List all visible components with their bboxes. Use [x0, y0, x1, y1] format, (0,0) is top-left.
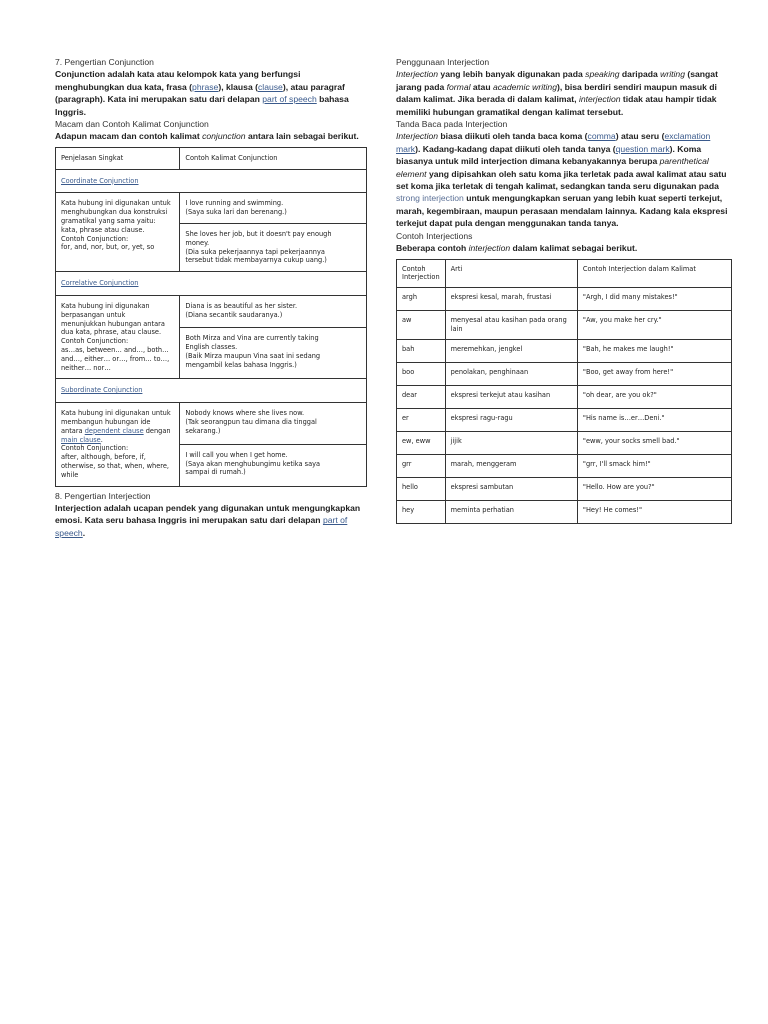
table-cell: meminta perhatian	[445, 500, 577, 523]
macam-title: Macam dan Contoh Kalimat Conjunction	[55, 119, 209, 130]
table-header-row	[56, 147, 367, 169]
table-row	[397, 362, 732, 385]
table-header-row	[397, 259, 732, 288]
table-header-cell: Contoh Interjection dalam Kalimat	[577, 259, 731, 288]
coordinate-example-2: She loves her job, but it doesn't pay enough money. (Dia suka pekerjaannya tapi pekerjaannya tersebut tidak membayarnya cukup uang.)	[180, 224, 367, 272]
table-row	[397, 311, 732, 340]
subordinate-link[interactable]: Subordinate Conjunction	[61, 386, 143, 395]
table-row	[397, 500, 732, 523]
correlative-link[interactable]: Correlative Conjunction	[61, 279, 139, 288]
correlative-example-2: Both Mirza and Vina are currently taking English classes. (Baik Mirza maupun Vina saat ini sedang mengambil kelas bahasa Inggris.)	[180, 328, 367, 379]
table-cell: "Hello. How are you?"	[577, 477, 731, 500]
section-8-paragraph: Interjection adalah ucapan pendek yang digunakan untuk mengungkapkan emosi. Kata seru bahasa Inggris ini merupakan satu dari delapan part of speech.	[55, 502, 361, 538]
table-cell: dear	[397, 385, 446, 408]
contoh-paragraph: Beberapa contoh interjection dalam kalimat sebagai berikut.	[396, 243, 638, 254]
tanda-title: Tanda Baca pada Interjection	[396, 119, 508, 130]
macam-paragraph: Adapun macam dan contoh kalimat conjunction antara lain sebagai berikut.	[55, 131, 359, 142]
table-row	[56, 193, 367, 224]
coordinate-section-title	[56, 169, 367, 193]
comma-link[interactable]: comma	[587, 131, 616, 142]
table-row	[397, 431, 732, 454]
subordinate-example-1: Nobody knows where she lives now. (Tak seorangpun tau dimana dia tinggal sekarang.)	[180, 403, 367, 445]
table-cell: "His name is…er…Deni."	[577, 408, 731, 431]
table-cell: hey	[397, 500, 446, 523]
penggunaan-title: Penggunaan Interjection	[396, 57, 490, 67]
correlative-example-1: Diana is as beautiful as her sister. (Diana secantik saudaranya.)	[180, 296, 367, 328]
table-cell: "oh dear, are you ok?"	[577, 385, 731, 408]
table-cell: ekspresi kesal, marah, frustasi	[445, 288, 577, 311]
dependent-clause-link[interactable]: dependent clause	[84, 426, 144, 435]
table-cell: bah	[397, 339, 446, 362]
table-cell: "eww, your socks smell bad."	[577, 431, 731, 454]
table-cell: "Boo, get away from here!"	[577, 362, 731, 385]
subordinate-desc: Kata hubung ini digunakan untuk membangun hubungan ide antara dependent clause dengan main clause. Contoh Conjunction: after, although, before, if, otherwise, so that, when, where, while	[56, 403, 180, 486]
table-header-cell: Penjelasan Singkat	[56, 147, 180, 169]
main-clause-link[interactable]: main clause	[61, 435, 101, 444]
table-cell: argh	[397, 288, 446, 311]
section-7-paragraph: Conjunction adalah kata atau kelompok kata yang berfungsi menghubungkan dua kata, frasa (phrase), klausa (clause), atau paragraf (paragraph). Kata ini merupakan satu dari delapan part of speech bahasa Inggris.	[55, 69, 349, 117]
table-cell: marah, menggeram	[445, 454, 577, 477]
table-cell: "Aw, you make her cry."	[577, 311, 731, 340]
subordinate-example-2: I will call you when I get home. (Saya akan menghubungimu ketika saya sampai di rumah.)	[180, 444, 367, 486]
correlative-desc: Kata hubung ini digunakan berpasangan untuk menunjukkan hubungan antara dua kata, phrase, atau clause. Contoh Conjunction: as…as, between… and…, both… and…, either… or…, from… to…, neither… nor…	[56, 296, 180, 379]
interjection-table	[396, 259, 732, 524]
table-header-cell: Contoh Interjection	[397, 259, 446, 288]
left-column	[55, 56, 367, 539]
phrase-link[interactable]: phrase	[192, 81, 219, 92]
table-cell: jijik	[445, 431, 577, 454]
right-column	[396, 56, 732, 527]
table-cell: aw	[397, 311, 446, 340]
section-7-title: 7. Pengertian Conjunction	[55, 57, 154, 67]
table-cell: penolakan, penghinaan	[445, 362, 577, 385]
table-cell: ekspresi ragu-ragu	[445, 408, 577, 431]
table-cell: "Bah, he makes me laugh!"	[577, 339, 731, 362]
table-cell: ekspresi sambutan	[445, 477, 577, 500]
table-cell: "Argh, I did many mistakes!"	[577, 288, 731, 311]
table-row	[397, 339, 732, 362]
table-row	[56, 403, 367, 445]
table-cell: ekspresi terkejut atau kasihan	[445, 385, 577, 408]
table-cell: grr	[397, 454, 446, 477]
table-cell: menyesal atau kasihan pada orang lain	[445, 311, 577, 340]
table-header-cell: Arti	[445, 259, 577, 288]
table-row	[397, 408, 732, 431]
table-row	[56, 296, 367, 328]
table-row	[397, 385, 732, 408]
coordinate-example-1: I love running and swimming. (Saya suka lari dan berenang.)	[180, 193, 367, 224]
section-8-title: 8. Pengertian Interjection	[55, 490, 151, 501]
table-cell: "grr, I'll smack him!"	[577, 454, 731, 477]
table-row	[397, 454, 732, 477]
table-cell: ew, eww	[397, 431, 446, 454]
clause-link[interactable]: clause	[257, 81, 283, 92]
part-of-speech-link-2[interactable]: part of speech	[55, 515, 348, 538]
exclamation-mark-link[interactable]: exclamation mark	[396, 131, 711, 154]
part-of-speech-link[interactable]: part of speech	[262, 94, 317, 105]
table-cell: "Hey! He comes!"	[577, 500, 731, 523]
conjunction-table	[55, 147, 367, 487]
table-cell: meremehkan, jengkel	[445, 339, 577, 362]
table-cell: hello	[397, 477, 446, 500]
penggunaan-paragraph: Interjection yang lebih banyak digunakan pada speaking daripada writing (sangat jarang pada formal atau academic writing), bisa berdiri sendiri maupun masuk di dalam kalimat. Jika berada di dalam kalimat, interjection tidak atau hampir tidak memiliki hubungan gramatikal dengan kalimat tersebut.	[396, 69, 718, 117]
table-cell: boo	[397, 362, 446, 385]
table-row	[397, 477, 732, 500]
coordinate-desc: Kata hubung ini digunakan untuk menghubungkan dua konstruksi gramatikal yang sama yaitu: kata, phrase atau clause. Contoh Conjunction: for, and, nor, but, or, yet, so	[56, 193, 180, 272]
table-header-cell: Contoh Kalimat Conjunction	[180, 147, 367, 169]
subordinate-section-title	[56, 379, 367, 403]
tanda-paragraph: Interjection biasa diikuti oleh tanda baca koma (comma) atau seru (exclamation mark). Kadang-kadang dapat diikuti oleh tanda tanya (question mark). Koma biasanya untuk mild interjection dimana kebanyakannya berupa parenthetical element yang dipisahkan oleh satu koma jika terletak pada awal kalimat atau satu set koma jika terletak di tengah kalimat, sedangkan tanda seru digunakan pada strong interjection untuk mengungkapkan seruan yang lebih kuat seperti terkejut, marah, kegembiraan, maupun perasaan mendalam lainnya. Kadang kala ekspresi terkejut dapat pula dengan menggunakan tanda tanya.	[396, 131, 728, 229]
coordinate-link[interactable]: Coordinate Conjunction	[61, 176, 139, 185]
table-row	[397, 288, 732, 311]
question-mark-link[interactable]: question mark	[615, 143, 670, 154]
contoh-title: Contoh Interjections	[396, 230, 473, 241]
correlative-section-title	[56, 272, 367, 296]
table-cell: er	[397, 408, 446, 431]
